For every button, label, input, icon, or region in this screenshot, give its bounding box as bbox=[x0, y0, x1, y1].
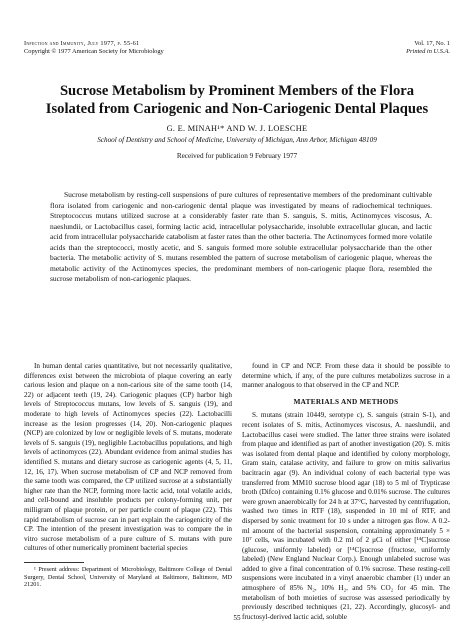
title-line-1: Sucrose Metabolism by Prominent Members of the Flora bbox=[59, 83, 415, 99]
left-column bbox=[24, 362, 232, 622]
authors: G. E. MINAH¹* AND W. J. LOESCHE bbox=[166, 124, 308, 134]
copyright-line: Copyright © 1977 American Society for Microbiology bbox=[24, 48, 164, 56]
methods-heading: MATERIALS AND METHODS bbox=[293, 397, 399, 406]
abstract: Sucrose metabolism by resting-cell suspensions of pure cultures of representative members of the predominant cultivable flora isolated from cariogenic and non-cariogenic dental plaque was investigated by means of radiochemical techniques. Streptococcus mutans utilized sucrose at a considerably faster rate than S. sanguis, S. mitis, Actinomyces viscosus, A. naeslundii, or Lactobacillus casei, forming lactic acid, intracellular polysaccharide, insoluble extracellular glucan, and lactic acid from intracellular polysaccharide catabolism at faster rates than the other bacteria. The Actinomyces formed more volatile acids than the streptococci, mostly acetic, and S. sanguis formed more soluble extracellular polysaccharide than the other bacteria. The metabolic activity of S. mutans resembled the pattern of sucrose metabolism of cariogenic plaque, whereas the metabolic activity of the Actinomyces species, the predominant members of non-cariogenic plaque flora, resembled the sucrose metabolism of non-cariogenic plaques. bbox=[50, 190, 432, 284]
methods-paragraph: S. mutans (strain 10449, serotype c), S. sanguis (strain S-1), and recent isolates of S. mitis, Actinomyces viscosus, A. naeslundii, and Lactobacillus casei were studied. The latter three strains were isolated from plaque and identified as part of another investigation (20). S. mitis was isolated from dental plaque and identified by colony morphology, Gram stain, catalase activity, and failure to grow on mitis salivarius bacitracin agar (9). An individual colony of each bacterial type was transferred from MM10 sucrose blood agar (18) to 5 ml of Trypticase broth (Difco) containing 0.1% glucose and 0.01% sucrose. The cultures were grown anaerobically for 24 h at 37°C, harvested by centrifugation, washed two times in RTF (18), suspended in 10 ml of RTF, and dispersed by sonic treatment for 10 s under a nitrogen gas flow. A 0.2-ml amount of the bacterial suspension, containing approximately 5 × 10⁷ cells, was incubated with 0.2 ml of 2 μCi of either [¹⁴C]sucrose (glucose, uniformly labeled) or [¹⁴C]sucrose (fructose, uniformly labeled) (New England Nuclear Corp.). Enough unlabeled sucrose was added to give a final concentration of 0.1% sucrose. These resting-cell suspensions were incubated in a vinyl anaerobic chamber (1) under an atmosphere of 85% N₂, 10% H₂, and 5% CO₂ for 45 min. The metabolism of both moieties of sucrose was assessed periodically by previously described techniques (21, 22). Accordingly, glucosyl- and fructosyl-derived lactic acid, soluble bbox=[242, 411, 450, 621]
title-line-2: Isolated from Cariogenic and Non-Cariogenic Dental Plaques bbox=[45, 101, 429, 118]
footnote-divider bbox=[24, 562, 84, 563]
volume-number: Vol. 17, No. 1 bbox=[414, 40, 450, 47]
continuation-paragraph: found in CP and NCP. From these data it should be possible to determine which, if any, of the pure cultures metabolizes sucrose in a manner analogous to that observed in the CP and NCP. bbox=[242, 362, 450, 390]
running-header bbox=[24, 40, 450, 57]
title-block bbox=[24, 82, 450, 160]
affiliation: School of Dentistry and School of Medicine, University of Michigan, Ann Arbor, Michigan 48109 bbox=[97, 136, 377, 145]
page-number: 55 bbox=[233, 614, 241, 622]
footnote: ¹ Present address: Department of Microbiology, Baltimore College of Dental Surgery, Dental School, University of Maryland at Baltimore, Baltimore, MD 21201. bbox=[24, 565, 232, 589]
body-columns bbox=[24, 362, 450, 622]
printed-in: Printed in U.S.A. bbox=[406, 48, 450, 56]
introduction-paragraph: In human dental caries quantitative, but not necessarily qualitative, differences exist between the microbiota of plaque covering an early carious lesion and plaque on a non-carious site of the same tooth (14, 22) or adjacent teeth (19, 24). Cariogenic plaques (CP) harbor high levels of Streptococcus mutans, low levels of S. sanguis (19), and moderate to high levels of Actinomyces species (22). Lactobacilli increase as the lesion progresses (14, 20). Non-cariogenic plaques (NCP) are colonized by low or negligible levels of S. mutans, moderate levels of S. sanguis (19), negligible Lactobacillus populations, and high levels of actinomyces (22). Abundant evidence from animal studies has identified S. mutans and dietary sucrose as cariogenic agents (4, 5, 11, 12, 16, 17). When sucrose metabolism of CP and NCP removed from the same tooth was compared, the CP utilized sucrose at a substantially higher rate than the NCP, forming more lactic acid, total volatile acids, and cell-bound and insoluble products per colony-forming unit, per milligram of plaque protein, or per particle count of plaque (22). This rapid metabolism of sucrose can in part explain the cariogenicity of the CP. The intention of the present investigation was to compare the in vitro sucrose metabolism of a pure culture of S. mutans with pure cultures of other numerically prominent bacterial species bbox=[24, 362, 232, 553]
paper-title bbox=[24, 82, 450, 118]
right-column bbox=[242, 362, 450, 622]
journal-citation: Infection and Immunity, July 1977, p. 55-61 bbox=[24, 40, 140, 47]
received-date: Received for publication 9 February 1977 bbox=[176, 152, 298, 161]
